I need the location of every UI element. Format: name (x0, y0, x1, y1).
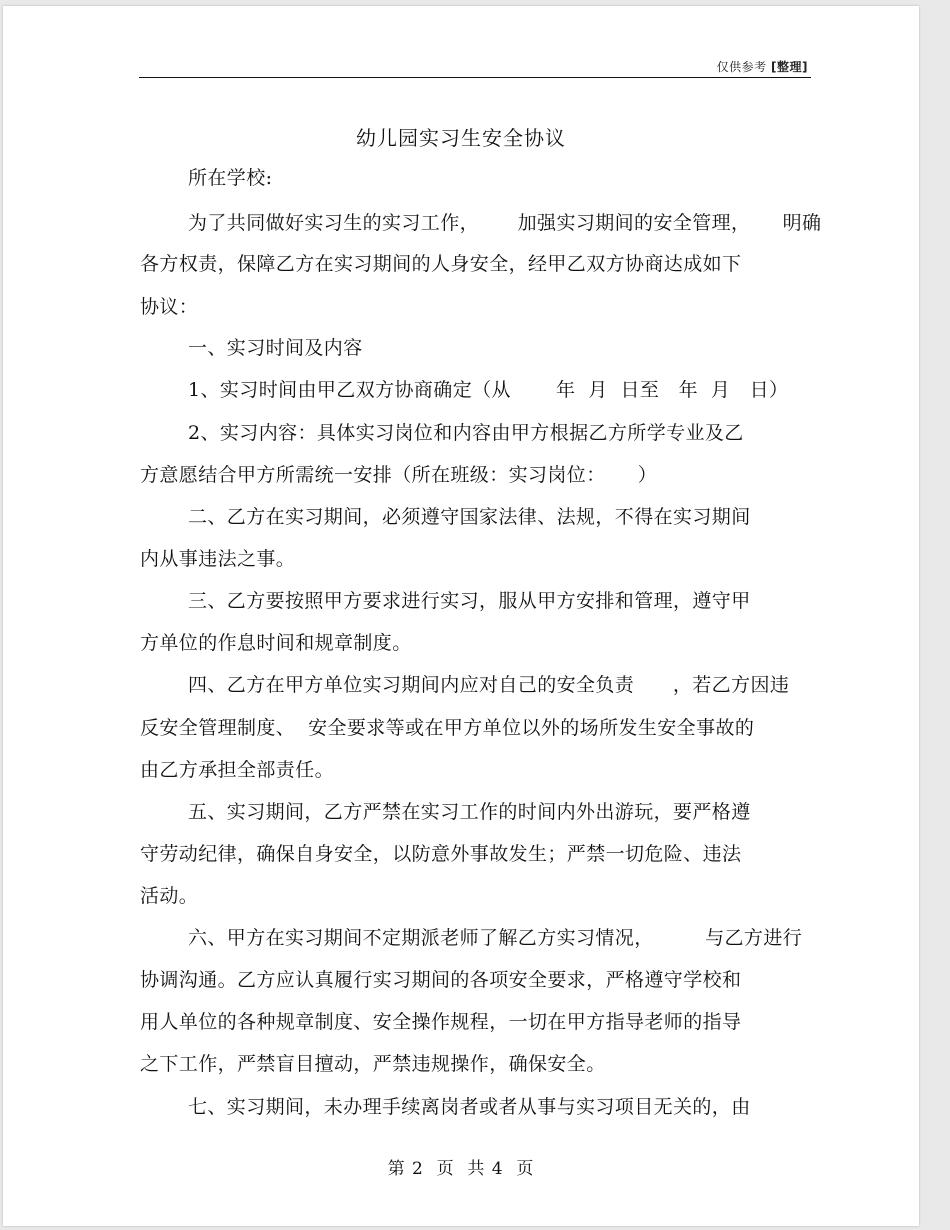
document-title: 幼儿园实习生安全协议 (356, 126, 566, 150)
text-line: 1、实习时间由甲乙双方协商确定（从 年 月 日至 年 月 日） (188, 379, 789, 401)
text-line: 2、实习内容：具体实习岗位和内容由甲方根据乙方所学专业及乙 (188, 422, 744, 444)
text-line: 二、乙方在实习期间，必须遵守国家法律、法规，不得在实习期间 (188, 506, 751, 528)
document-page (3, 6, 919, 1226)
text-line: 协调沟通。乙方应认真履行实习期间的各项安全要求，严格遵守学校和 (140, 969, 742, 991)
text-line: 之下工作，严禁盲目擅动，严禁违规操作，确保安全。 (140, 1053, 606, 1075)
text-line: 方单位的作息时间和规章制度。 (140, 632, 412, 654)
text-line: 用人单位的各种规章制度、安全操作规程，一切在甲方指导老师的指导 (140, 1011, 742, 1033)
header-note-text: 仅供参考 (716, 60, 767, 74)
text-line: 由乙方承担全部责任。 (140, 759, 335, 781)
text-line: 反安全管理制度、 安全要求等或在甲方单位以外的场所发生安全事故的 (140, 717, 755, 739)
text-line: 三、乙方要按照甲方要求进行实习，服从甲方安排和管理，遵守甲 (188, 590, 751, 612)
text-line: 内从事违法之事。 (140, 548, 296, 570)
text-line: 所在学校: (188, 167, 273, 189)
text-line: 七、实习期间，未办理手续离岗者或者从事与实习项目无关的，由 (188, 1096, 751, 1118)
header-rule (139, 77, 811, 78)
text-line: 各方权责，保障乙方在实习期间的人身安全，经甲乙双方协商达成如下 (140, 253, 742, 275)
text-line: 一、实习时间及内容 (188, 337, 363, 359)
text-line: 四、乙方在甲方单位实习期间内应对自己的安全负责 ，若乙方因违 (188, 674, 790, 696)
text-line: 活动。 (140, 885, 199, 907)
page-number: 第 2 页 共 4 页 (387, 1159, 535, 1179)
text-line: 五、实习期间，乙方严禁在实习工作的时间内外出游玩，要严格遵 (188, 801, 751, 823)
header-note (717, 58, 808, 75)
text-line: 守劳动纪律，确保自身安全，以防意外事故发生；严禁一切危险、违法 (140, 843, 742, 865)
text-line: 为了共同做好实习生的实习工作， 加强实习期间的安全管理， 明确 (188, 212, 822, 234)
text-line: 协议： (140, 296, 199, 318)
header-note-tag: [整理] (771, 60, 808, 74)
text-line: 六、甲方在实习期间不定期派老师了解乙方实习情况， 与乙方进行 (188, 927, 803, 949)
text-line: 方意愿结合甲方所需统一安排（所在班级：实习岗位： ） (140, 464, 658, 486)
